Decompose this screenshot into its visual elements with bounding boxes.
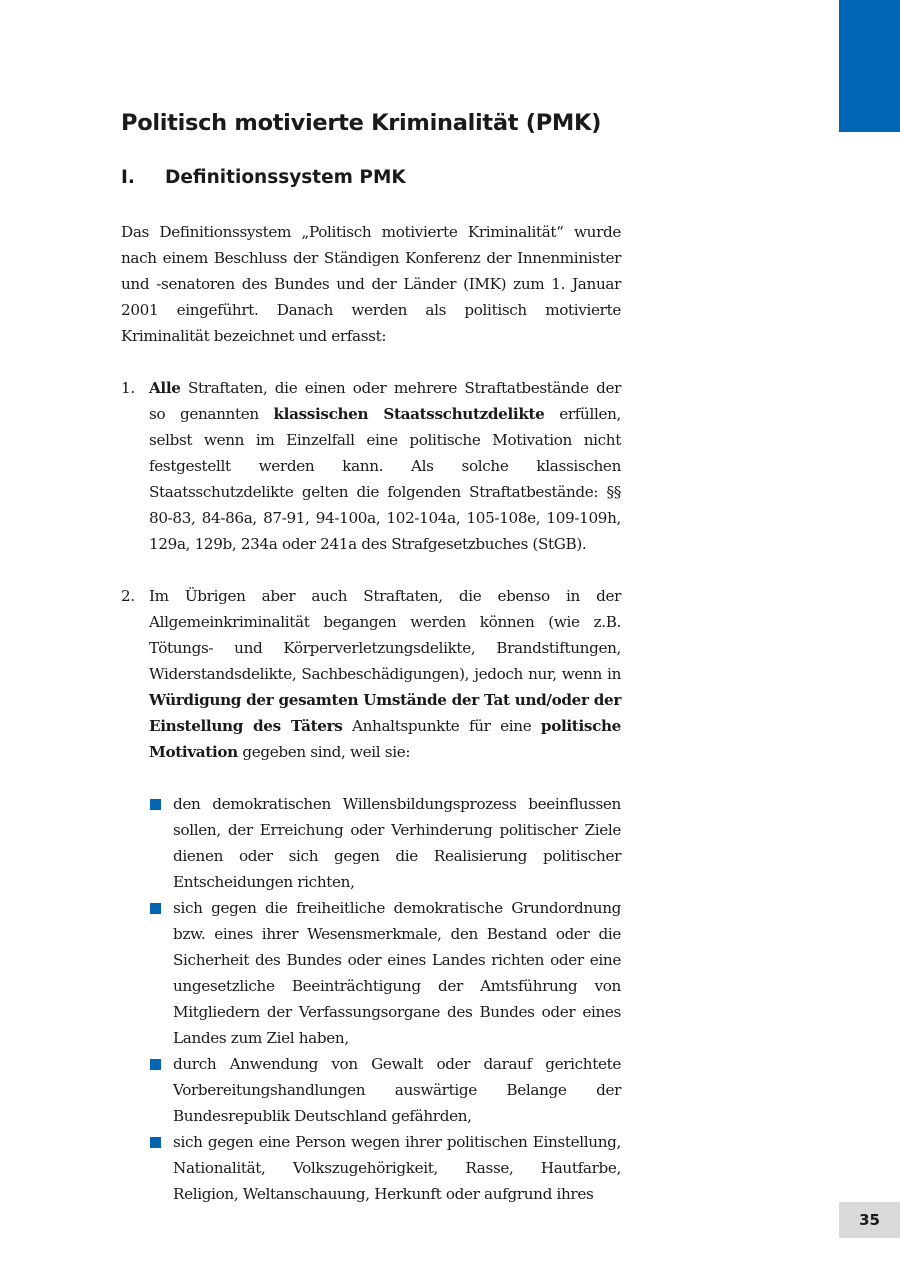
square-bullet-icon [149,1129,173,1207]
list-item [149,791,621,895]
item-text-segment: erfüllen, selbst wenn im Einzelfall eine politische Motivation nicht festgestellt werden kann. Als solche klassischen Staatsschutzdelikte gelten die folgenden Straftatbestände: §§ 80-83, 84-86a, 87-91, 94-100a, 102-104a, 105-108e, 109-109h, 129a, 129b, 234a oder 241a des Strafgesetzbuches (StGB). [149,405,622,553]
item-number: 1. [121,379,135,397]
square-bullet-icon [149,895,173,1051]
chapter-tab-marker [839,0,900,132]
item-text-segment: Anhaltspunkte für eine [342,717,541,735]
list-item [149,1051,621,1129]
item-text [149,375,621,557]
bold-text: politische Motivation [149,717,621,761]
page-number: 35 [839,1202,900,1238]
bullet-list [121,791,621,1207]
bullet-text: sich gegen eine Person wegen ihrer politischen Einstellung, Nationalität, Volkszugehörigkeit, Rasse, Hautfarbe, Religion, Weltanschauung, Herkunft oder aufgrund ihres [173,1133,621,1203]
numbered-item-1 [121,375,621,557]
bullet-text: durch Anwendung von Gewalt oder darauf gerichtete Vorbereitungshandlungen auswärtige Belange der Bundesrepublik Deutschland gefährden, [173,1055,621,1125]
item-number: 2. [121,587,135,605]
bold-text: Alle [149,379,181,397]
bullet-text: den demokratischen Willensbildungsprozess beeinflussen sollen, der Erreichung oder Verhinderung politischer Ziele dienen oder sich gegen die Realisierung politischer Entscheidungen richten, [173,795,621,891]
item-text-segment: gegeben sind, weil sie: [237,743,411,761]
bullet-text: sich gegen die freiheitliche demokratische Grundordnung bzw. eines ihrer Wesensmerkmale, den Bestand oder die Sicherheit des Bundes oder eines Landes richten oder eine ungesetzliche Beeinträchtigung der Amtsführung von Mitgliedern der Verfassungsorgane des Bundes oder eines Landes zum Ziel haben, [173,899,621,1047]
section-heading [121,167,406,188]
list-item [149,1129,621,1207]
square-bullet-icon [149,791,173,895]
page-title: Politisch motivierte Kriminalität (PMK) [121,110,602,136]
section-number: I. [121,167,135,188]
item-text [149,583,621,765]
item-text-segment: Im Übrigen aber auch Straftaten, die ebenso in der Allgemeinkriminalität begangen werden können (wie z.B. Tötungs- und Körperverletzungsdelikte, Brandstiftungen, Widerstandsdelikte, Sachbeschädigungen), jedoch nur, wenn in [149,587,621,683]
bold-text: klassischen Staatsschutzdelikte [273,405,545,423]
item-text-segment: Straftaten, die einen oder mehrere Straftatbestände der so genannten [149,379,621,423]
list-item [149,895,621,1051]
square-bullet-icon [149,1051,173,1129]
bold-text: Würdigung der gesamten Umstände der Tat und/oder der Einstellung des Täters [149,691,621,735]
numbered-item-2 [121,583,621,765]
intro-paragraph: Das Definitionssystem „Politisch motivierte Kriminalität“ wurde nach einem Beschluss der Ständigen Konferenz der Innenminister und -senatoren des Bundes und der Länder (IMK) zum 1. Januar 2001 eingeführt. Danach werden als politisch motivierte Kriminalität bezeichnet und erfasst: [121,223,621,345]
section-title: Definitionssystem PMK [165,167,406,188]
body-content [121,219,621,1207]
